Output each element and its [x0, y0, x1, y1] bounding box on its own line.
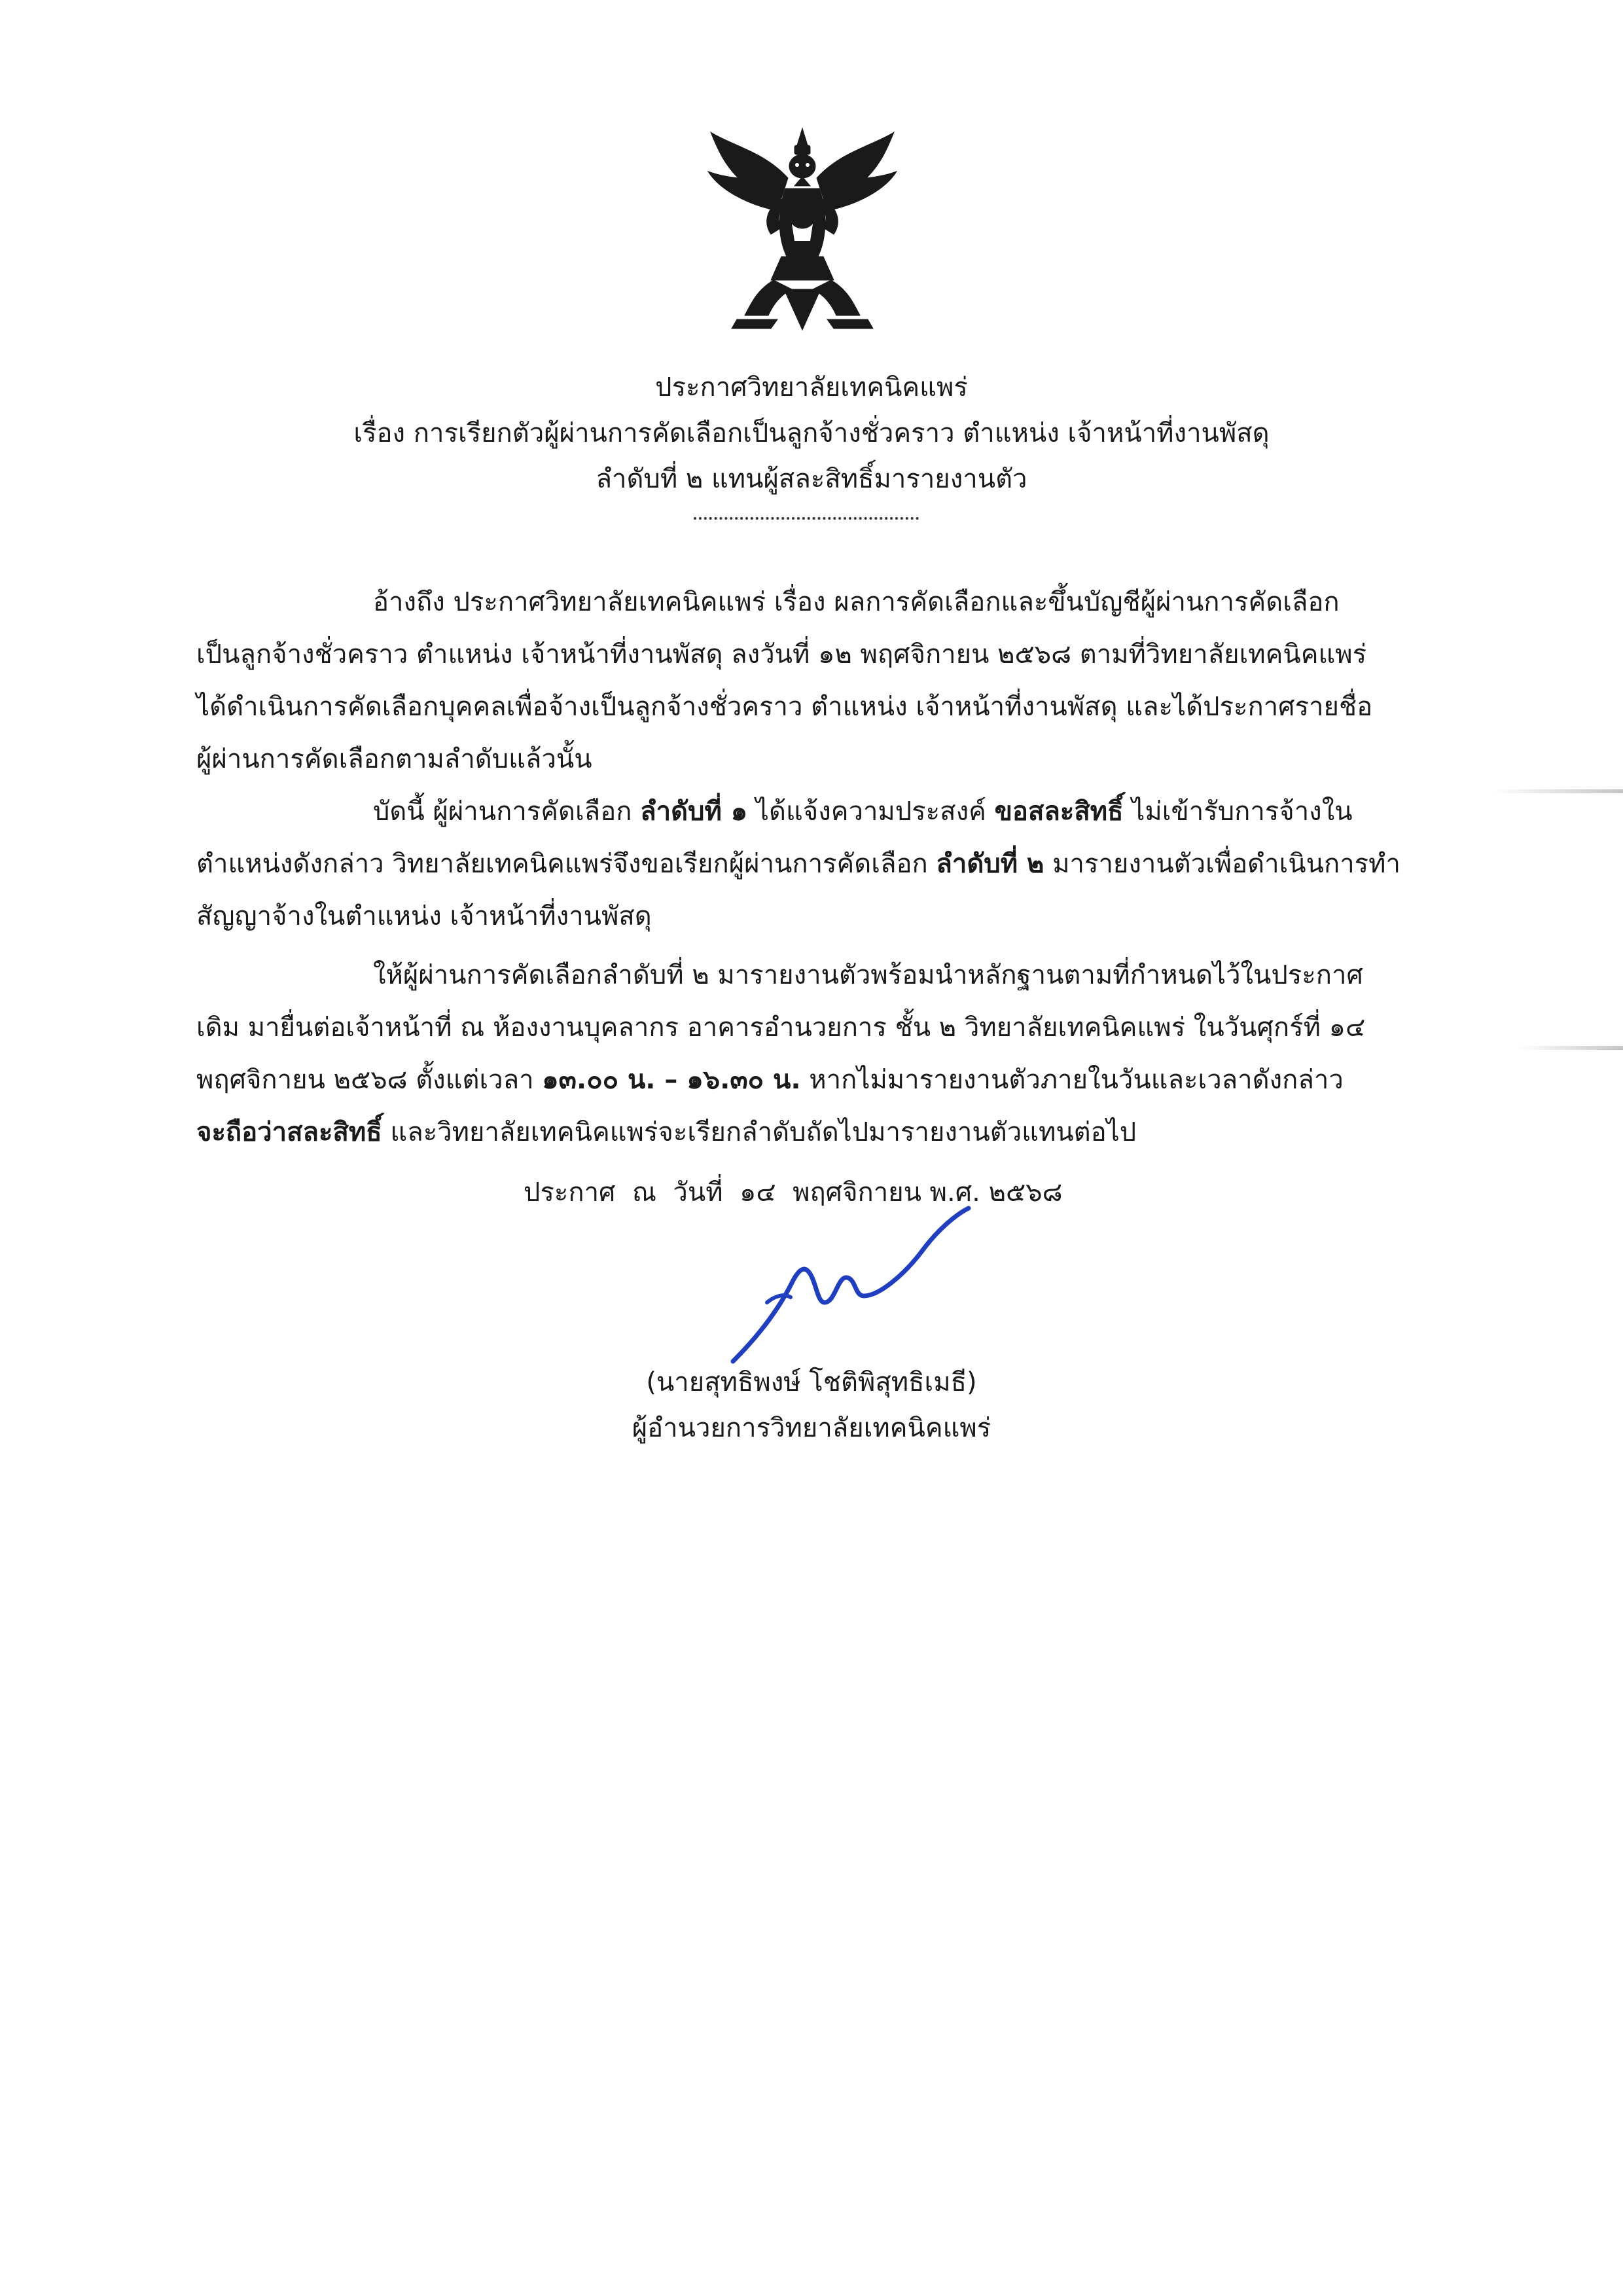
- text-run: ตำแหน่งดังกล่าว วิทยาลัยเทคนิคแพร่จึงขอเรียกผู้ผ่านการคัดเลือก: [196, 849, 936, 879]
- paragraph-reference: [196, 576, 1427, 785]
- signer-name: (นายสุทธิพงษ์ โชติพิสุทธิเมธี): [646, 1367, 977, 1397]
- emphasis-time-range: ๑๓.๐๐ น. – ๑๖.๓๐ น.: [542, 1065, 801, 1095]
- paragraph-line: อ้างถึง ประกาศวิทยาลัยเทคนิคแพร่ เรื่อง ผลการคัดเลือกและขึ้นบัญชีผู้ผ่านการคัดเลือก: [373, 587, 1340, 617]
- paragraph-line: ให้ผู้ผ่านการคัดเลือกลำดับที่ ๒ มารายงานตัวพร้อมนำหลักฐานตามที่กำหนดไว้ในประกาศ: [373, 960, 1363, 990]
- paragraph-line: ผู้ผ่านการคัดเลือกตามลำดับแล้วนั้น: [196, 744, 592, 774]
- signature-image: [707, 1204, 982, 1388]
- announcement-subject: เรื่อง การเรียกตัวผู้ผ่านการคัดเลือกเป็นลูกจ้างชั่วคราว ตำแหน่ง เจ้าหน้าที่งานพัสดุ: [353, 418, 1270, 448]
- paragraph-line: [196, 785, 1427, 838]
- paragraph-line: [196, 1106, 1427, 1158]
- emphasis-rank-1: ลำดับที่ ๑: [640, 797, 748, 827]
- garuda-emblem-icon: [705, 126, 899, 331]
- announcement-date: ประกาศ ณ วันที่ ๑๔ พฤศจิกายน พ.ศ. ๒๕๖๘: [524, 1177, 1063, 1208]
- text-run: ได้แจ้งความประสงค์: [747, 797, 995, 827]
- paragraph-line: [196, 1054, 1427, 1106]
- paragraph-line: เป็นลูกจ้างชั่วคราว ตำแหน่ง เจ้าหน้าที่งานพัสดุ ลงวันที่ ๑๒ พฤศจิกายน ๒๕๖๘ ตามที่วิทยาลัยเทคนิคแพร่: [196, 639, 1367, 670]
- paragraph-line: [196, 838, 1427, 890]
- emphasis-waive-right: ขอสละสิทธิ์: [994, 797, 1124, 827]
- text-run: และวิทยาลัยเทคนิคแพร่จะเรียกลำดับถัดไปมารายงานตัวแทนต่อไป: [382, 1117, 1137, 1147]
- scan-artifact: [1518, 1046, 1623, 1050]
- paragraph-report-instructions: [196, 949, 1427, 1158]
- emphasis-rank-2: ลำดับที่ ๒: [936, 849, 1044, 879]
- paragraph-line: ได้ดำเนินการคัดเลือกบุคคลเพื่อจ้างเป็นลูกจ้างชั่วคราว ตำแหน่ง เจ้าหน้าที่งานพัสดุ และได้ประกาศรายชื่อ: [196, 692, 1373, 722]
- paragraph-withdrawal: [196, 785, 1427, 942]
- text-run: พฤศจิกายน ๒๕๖๘ ตั้งแต่เวลา: [196, 1065, 543, 1095]
- announcement-subject-line2: ลำดับที่ ๒ แทนผู้สละสิทธิ์มารายงานตัว: [596, 464, 1027, 494]
- scan-artifact: [1492, 789, 1623, 793]
- signer-title: ผู้อำนวยการวิทยาลัยเทคนิคแพร่: [632, 1413, 991, 1443]
- text-run: บัดนี้ ผู้ผ่านการคัดเลือก: [373, 797, 641, 827]
- emphasis-forfeit: จะถือว่าสละสิทธิ์: [196, 1117, 382, 1147]
- text-run: มารายงานตัวเพื่อดำเนินการทำ: [1044, 849, 1400, 879]
- paragraph-line: สัญญาจ้างในตำแหน่ง เจ้าหน้าที่งานพัสดุ: [196, 901, 652, 931]
- text-run: ไม่เข้ารับการจ้างใน: [1123, 797, 1353, 827]
- paragraph-line: เดิม มายื่นต่อเจ้าหน้าที่ ณ ห้องงานบุคลากร อาคารอำนวยการ ชั้น ๒ วิทยาลัยเทคนิคแพร่ ในวันศุกร์ที่ ๑๔: [196, 1013, 1366, 1043]
- announcement-title: ประกาศวิทยาลัยเทคนิคแพร่: [655, 372, 968, 403]
- dotted-divider: [694, 517, 919, 520]
- text-run: หากไม่มารายงานตัวภายในวันและเวลาดังกล่าว: [800, 1065, 1344, 1095]
